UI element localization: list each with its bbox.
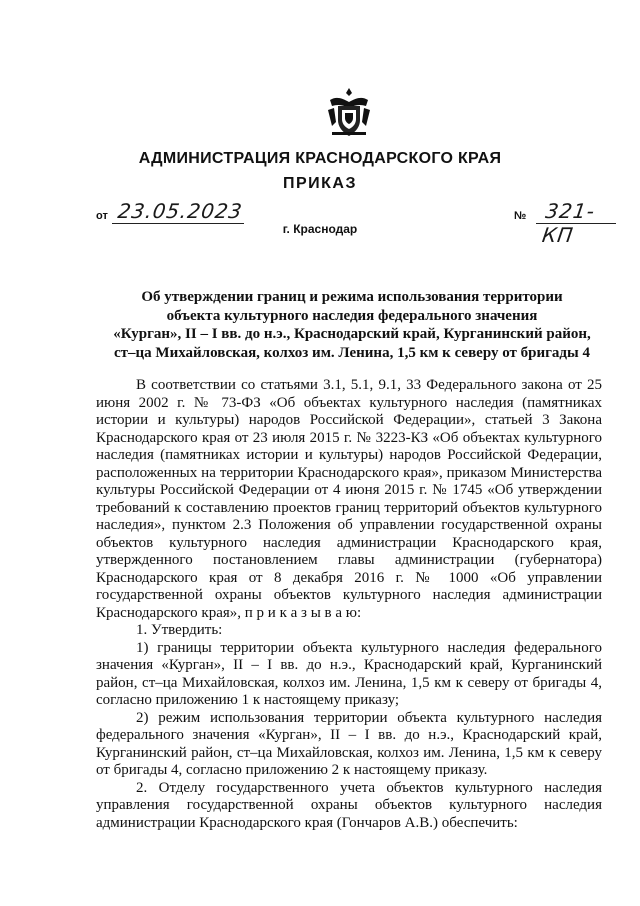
document-body: [96, 377, 602, 832]
handwritten-number: 321-КП: [540, 199, 597, 247]
document-type-title: ПРИКАЗ: [282, 175, 357, 192]
heading-line: объекта культурного наследия федерального значения: [166, 307, 538, 324]
body-paragraph: 2) режим использования территории объекта культурного наследия федерального значения «Курган», II – I вв. до н.э., Краснодарский край, Курганинский район, ст–ца Михайловская, колхоз им. Ленина, 1,5 км к северу от бригады 4, согласно приложению 2 к настоящему приказу.: [96, 709, 602, 778]
coat-of-arms-emblem-icon: [326, 86, 372, 138]
body-paragraph: 2. Отделу государственного учета объектов культурного наследия управления государственной охраны объектов культурного наследия администрации Краснодарского края (Гончаров А.В.) обеспечить:: [96, 779, 602, 831]
body-paragraph: 1) границы территории объекта культурного наследия федерального значения «Курган», II – I вв. до н.э., Краснодарский край, Курганинский район, ст–ца Михайловская, колхоз им. Ленина, 1,5 км к северу от бригады 4, согласно приложению 1 к настоящему приказу;: [96, 639, 602, 708]
heading-line: ст–ца Михайловская, колхоз им. Ленина, 1,5 км к северу от бригады 4: [114, 344, 590, 361]
order-heading: [92, 288, 612, 362]
body-paragraph: 1. Утвердить:: [136, 622, 223, 638]
body-paragraph: В соответствии со статьями 3.1, 5.1, 9.1, 33 Федерального закона от 25 июня 2002 г. № 73-ФЗ «Об объектах культурного наследия (памятниках истории и культуры) народов Российской Федерации», статьей 3 Закона Краснодарского края от 23 июля 2015 г. № 3223-КЗ «Об объектах культурного наследия (памятниках истории и культуры) народов Российской Федерации, расположенных на территории Краснодарского края», приказом Министерства культуры Российской Федерации от 4 июня 2015 г. № 1745 «Об утверждении требований к составлению проектов границ территорий объектов культурного наследия», пунктом 2.3 Положения об управлении государственной охраны объектов культурного наследия администрации Краснодарского края, утвержденного постановлением главы администрации (губернатора) Краснодарского края от 8 декабря 2016 г. № 1000 «Об управлении государственной охраны объектов культурного наследия администрации Краснодарского края», п р и к а з ы в а ю:: [96, 377, 602, 621]
date-prefix: от: [96, 210, 108, 222]
handwritten-date: 23.05.2023: [116, 199, 245, 223]
heading-line: Об утверждении границ и режима использования территории: [141, 289, 563, 305]
organization-title: АДМИНИСТРАЦИЯ КРАСНОДАРСКОГО КРАЯ: [138, 150, 502, 167]
number-prefix: №: [514, 210, 527, 222]
heading-line: «Курган», II – I вв. до н.э., Краснодарский край, Курганинский район,: [113, 326, 591, 342]
city-label: г. Краснодар: [282, 222, 358, 236]
